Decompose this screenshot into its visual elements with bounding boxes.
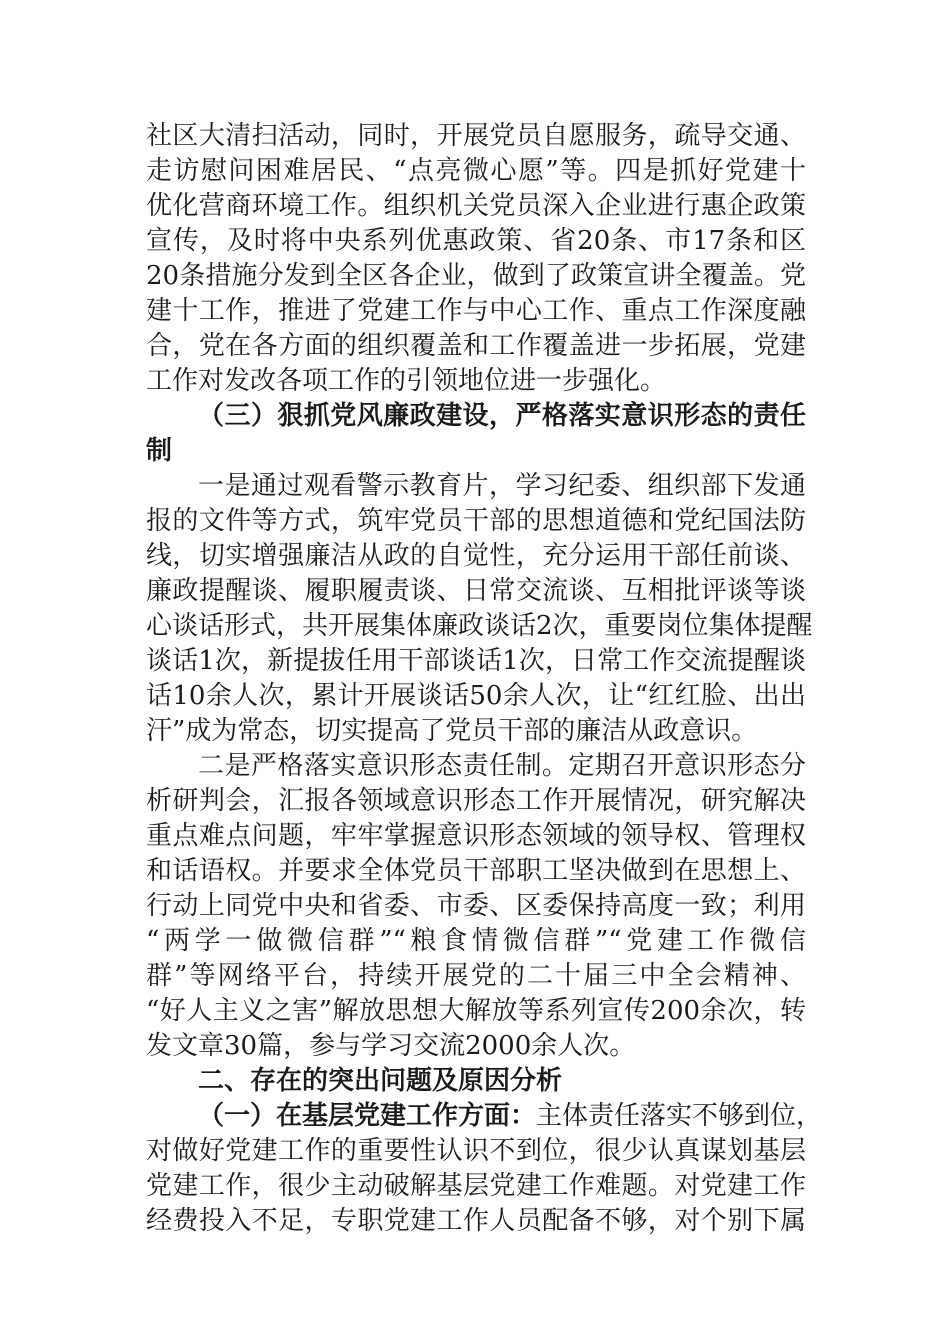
paragraph-line: 行动上同党中央和省委、市委、区委保持高度一致；利用 — [146, 891, 806, 921]
paragraph-line: 析研判会，汇报各领域意识形态工作开展情况，研究解决 — [146, 786, 806, 816]
section-heading-3-cont: 制 — [146, 436, 173, 466]
paragraph-line: 走访慰问困难居民、“点亮微心愿”等。四是抓好党建十 — [146, 156, 806, 186]
paragraph-line: 报的文件等方式，筑牢党员干部的思想道德和党纪国法防 — [146, 506, 806, 536]
paragraph-line: 20条措施分发到全区各企业，做到了政策宣讲全覆盖。党 — [146, 261, 806, 291]
paragraph-line: 工作对发改各项工作的引领地位进一步强化。 — [146, 366, 667, 396]
paragraph-line: 合，党在各方面的组织覆盖和工作覆盖进一步拓展，党建 — [146, 331, 806, 361]
paragraph-line: 汗”成为常态，切实提高了党员干部的廉洁从政意识。 — [146, 716, 758, 746]
paragraph-line: 对做好党建工作的重要性认识不到位，很少认真谋划基层 — [146, 1136, 806, 1166]
paragraph-line: 经费投入不足，专职党建工作人员配备不够，对个别下属 — [146, 1206, 806, 1236]
paragraph-line: 一是通过观看警示教育片，学习纪委、组织部下发通 — [198, 471, 806, 501]
paragraph-line: 和话语权。并要求全体党员干部职工坚决做到在思想上、 — [146, 856, 806, 886]
paragraph-line: 二是严格落实意识形态责任制。定期召开意识形态分 — [198, 751, 806, 781]
issue-line — [198, 1097, 823, 1135]
paragraph-line: “好人主义之害”解放思想大解放等系列宣传200余次，转 — [146, 996, 806, 1026]
paragraph-line: 社区大清扫活动，同时，开展党员自愿服务，疏导交通、 — [146, 121, 806, 151]
paragraph-line: 谈话1次，新提拔任用干部谈话1次，日常工作交流提醒谈 — [146, 646, 806, 676]
paragraph-line: “两学一做微信群”“粮食情微信群”“党建工作微信 — [146, 926, 806, 956]
section-heading-2: 二、存在的突出问题及原因分析 — [198, 1066, 563, 1096]
issue-text: 主体责任落实不够到位， — [536, 1101, 823, 1131]
issue-heading: （一）在基层党建工作方面： — [198, 1101, 537, 1131]
paragraph-line: 话10余人次，累计开展谈话50余人次，让“红红脸、出出 — [146, 681, 806, 711]
paragraph-line: 党建工作，很少主动破解基层党建工作难题。对党建工作 — [146, 1171, 806, 1201]
paragraph-line: 宣传，及时将中央系列优惠政策、省20条、市17条和区 — [146, 226, 806, 256]
paragraph-line: 心谈话形式，共开展集体廉政谈话2次，重要岗位集体提醒 — [146, 611, 813, 641]
paragraph-line: 发文章30篇，参与学习交流2000余人次。 — [146, 1031, 636, 1061]
paragraph-line: 重点难点问题，牢牢掌握意识形态领域的领导权、管理权 — [146, 821, 806, 851]
paragraph-line: 建十工作，推进了党建工作与中心工作、重点工作深度融 — [146, 296, 806, 326]
paragraph-line: 群”等网络平台，持续开展党的二十届三中全会精神、 — [146, 961, 806, 991]
paragraph-line: 线，切实增强廉洁从政的自觉性，充分运用干部任前谈、 — [146, 541, 806, 571]
paragraph-line: 廉政提醒谈、履职履责谈、日常交流谈、互相批评谈等谈 — [146, 576, 806, 606]
paragraph-line: 优化营商环境工作。组织机关党员深入企业进行惠企政策 — [146, 191, 806, 221]
section-heading-3: （三）狠抓党风廉政建设，严格落实意识形态的责任 — [198, 401, 806, 431]
